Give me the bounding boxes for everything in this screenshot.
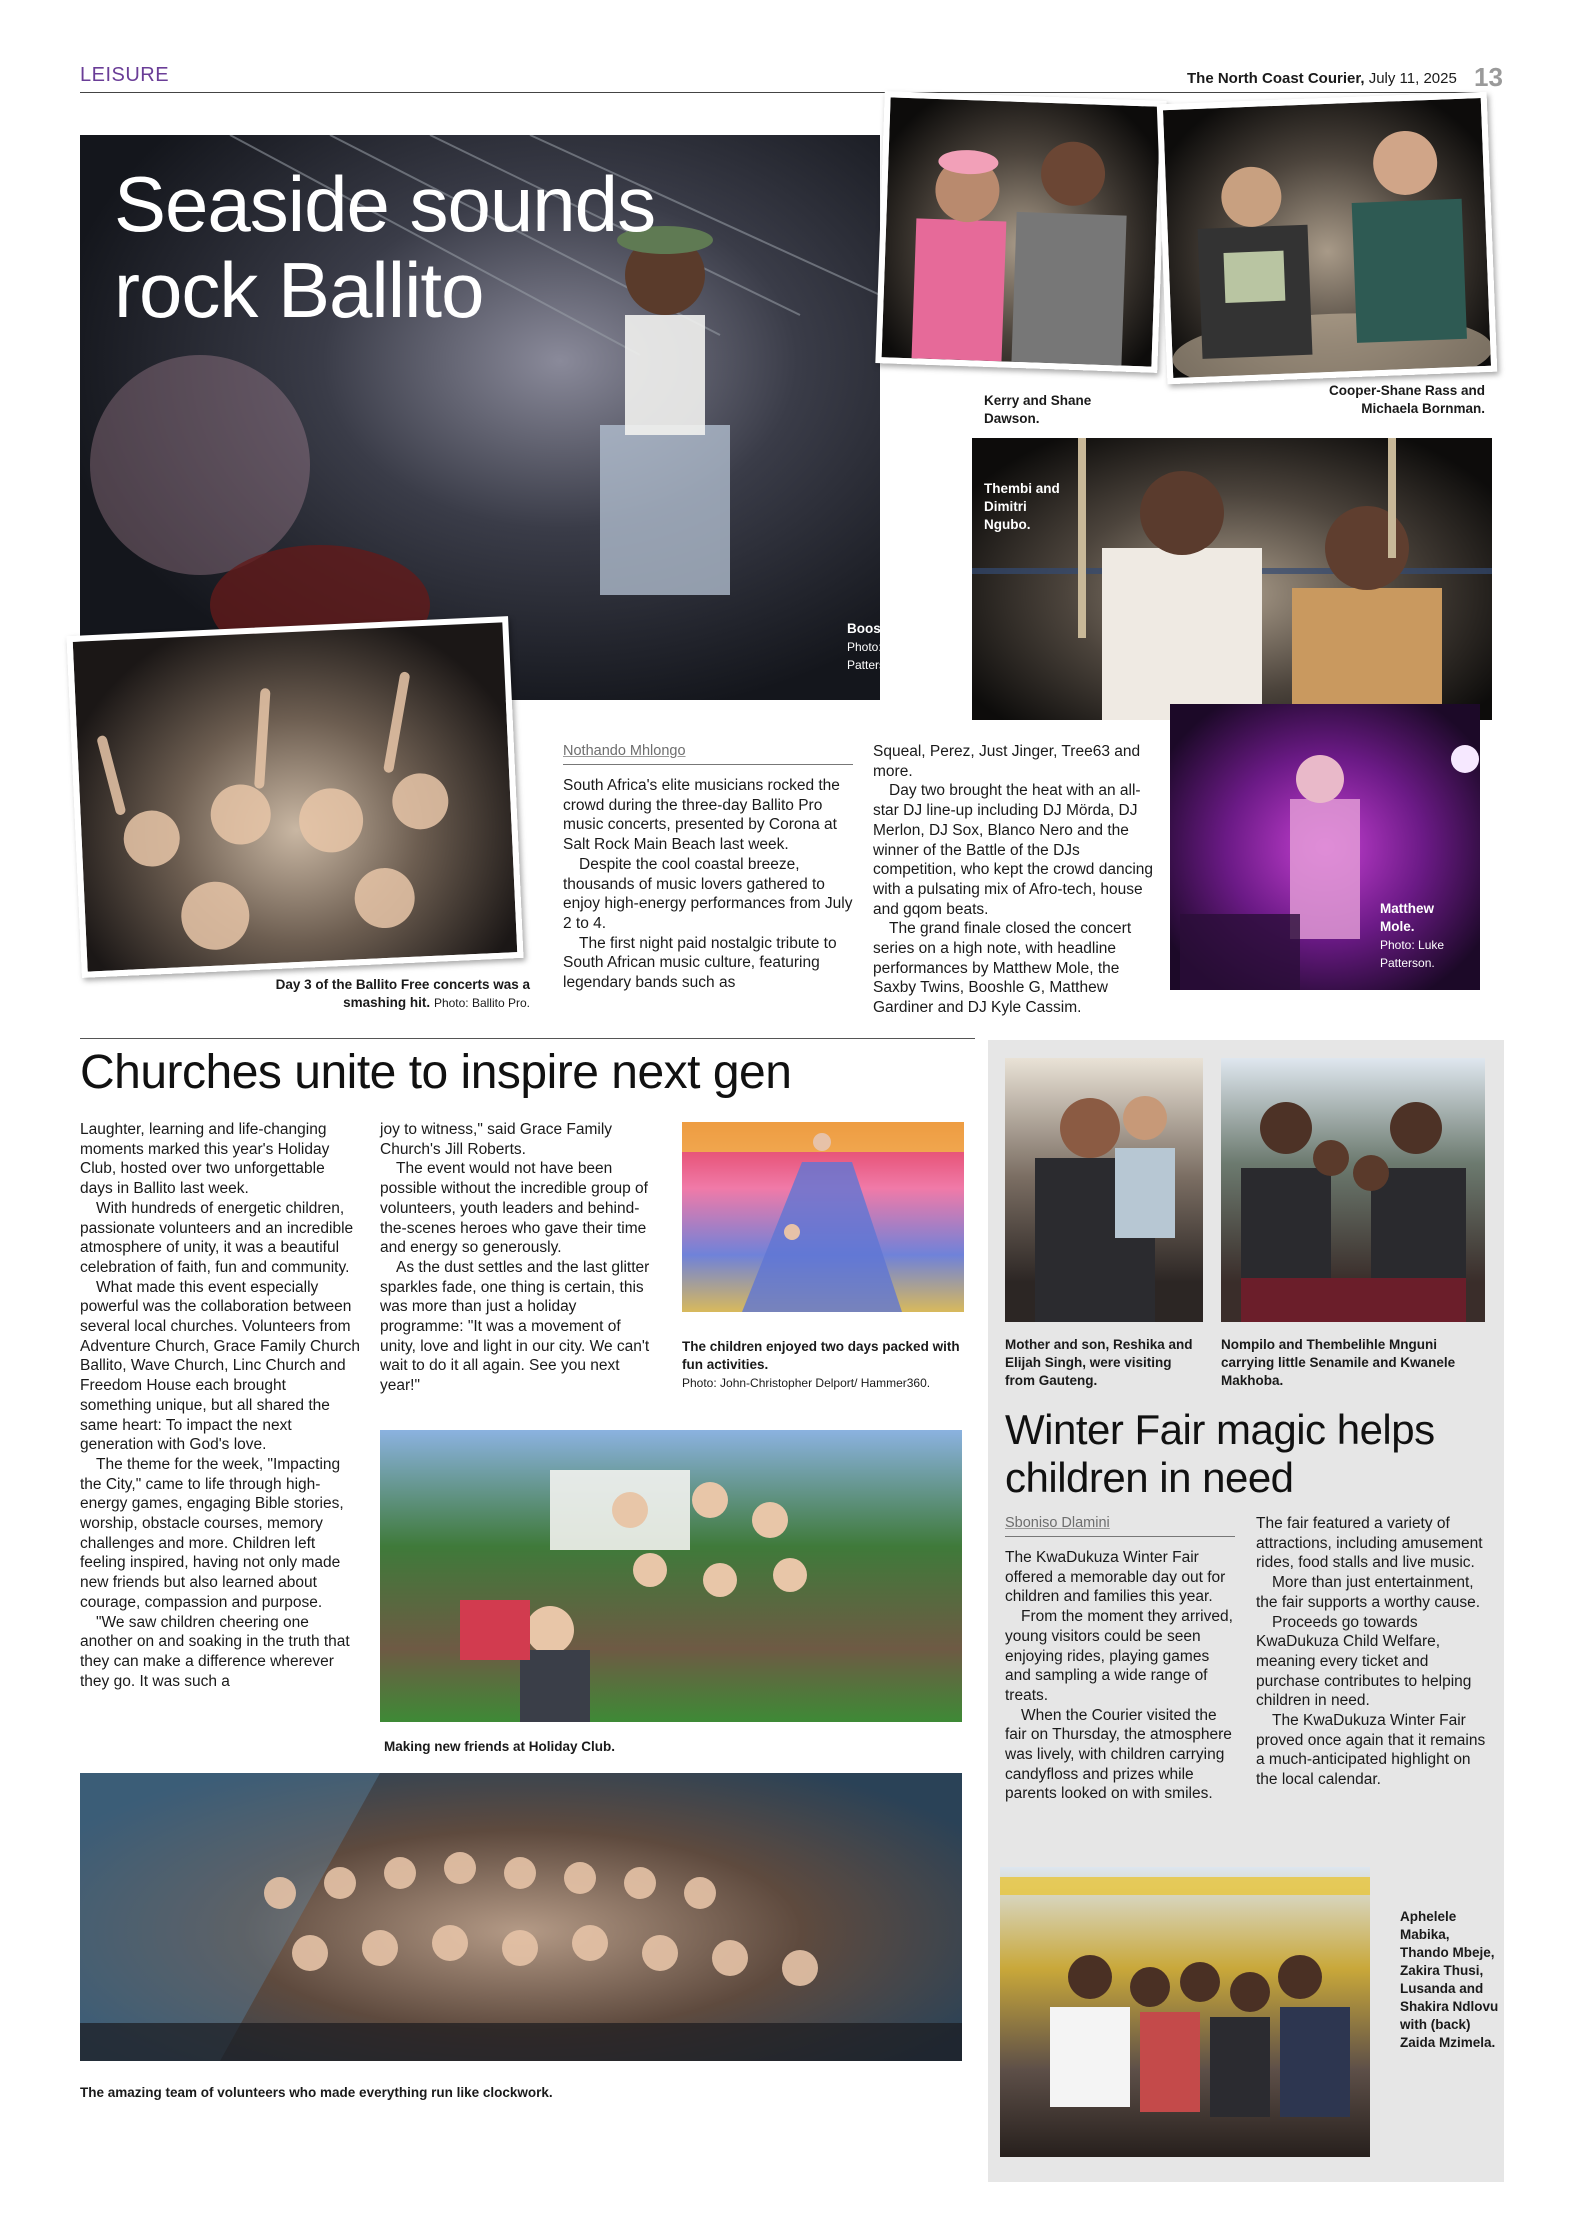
mnguni-caption: Nompilo and Thembelihle Mnguni carrying little Senamile and Kwanele Makhoba. (1221, 1337, 1456, 1388)
story1-headline (114, 161, 655, 333)
team-illustration (80, 1773, 962, 2061)
masthead (1187, 70, 1457, 87)
crowd-photo (66, 616, 523, 978)
singh-photo (1005, 1058, 1203, 1322)
story3-paragraph: More than just entertainment, the fair supports a worthy cause. (1256, 1574, 1481, 1611)
story1-paragraph: Despite the cool coastal breeze, thousands of music lovers gathered to enjoy high-energy performances from July 2 to 4. (563, 855, 853, 932)
rass-photo (1157, 92, 1498, 384)
team-caption: The amazing team of volunteers who made everything run like clockwork. (80, 2085, 553, 2100)
mnguni-illustration (1221, 1058, 1485, 1322)
booshle-caption-credit: Photo: Luke Patterson. (847, 640, 912, 672)
friends-caption: Making new friends at Holiday Club. (384, 1739, 616, 1754)
crowd-caption (240, 976, 530, 1012)
dawson-illustration (882, 97, 1161, 366)
bouncy-caption-credit: Photo: John-Christopher Delport/ Hammer360. (682, 1376, 931, 1390)
bouncy-caption-text: The children enjoyed two days packed with fun activities. (682, 1339, 960, 1372)
rass-illustration (1163, 98, 1491, 378)
bouncy-caption (682, 1338, 967, 1392)
story2-paragraph: Laughter, learning and life-changing moments marked this year's Holiday Club, hosted over two unforgettable days in Ballito last week. (80, 1121, 330, 1198)
rass-caption: Cooper-Shane Rass and Michaela Bornman. (1328, 383, 1485, 416)
crowd-caption-credit: Photo: Ballito Pro. (433, 996, 530, 1010)
bouncy-castle-photo (682, 1122, 964, 1312)
story3-paragraph: The KwaDukuza Winter Fair offered a memorable day out for children and families this year. (1005, 1549, 1226, 1606)
issue-date: July 11, 2025 (1368, 70, 1457, 87)
story1-col2 (873, 742, 1163, 1018)
story1-paragraph: South Africa's elite musicians rocked the crowd during the three-day Ballito Pro music concerts, presented by Corona at Salt Rock Main Beach last week. (563, 777, 840, 854)
story2-paragraph: The theme for the week, "Impacting the City," came to life through high-energy games, engaging Bible stories, worship, obstacle courses, memory challenges and more. Children left feeling inspired, having not only made new friends but also learned about courage, compassion and purpose. (80, 1455, 344, 1611)
section-label: LEISURE (80, 64, 170, 86)
story3-paragraph: The fair featured a variety of attractions, including amusement rides, food stalls and live music. (1256, 1515, 1483, 1572)
story1-paragraph: The first night paid nostalgic tribute to South African music culture, featuring legendary bands such as (563, 934, 837, 992)
story3-headline-line-2: children in need (1005, 1454, 1294, 1501)
story1-byline: Nothando Mhlongo (563, 743, 686, 759)
crowd-caption-text: Day 3 of the Ballito Free concerts was a smashing hit. (275, 977, 530, 1010)
mole-caption (1380, 900, 1470, 972)
crowd-illustration (73, 622, 518, 971)
mnguni-photo (1221, 1058, 1485, 1322)
booshle-g-photo (80, 135, 880, 700)
fair-group-caption: Aphelele Mabika, Thando Mbeje, Zakira Thusi, Lusanda and Shakira Ndlovu with (back) Zaida Mzimela. (1400, 1909, 1499, 2050)
story3-col2 (1256, 1514, 1488, 1790)
winter-fair-box (988, 1040, 1504, 2182)
ngubo-photo (972, 438, 1492, 720)
friends-illustration (380, 1430, 962, 1722)
matthew-mole-photo (1170, 704, 1480, 990)
headline-line-1: Seaside sounds (114, 160, 656, 248)
dawson-photo (875, 91, 1166, 373)
story2-paragraph: "We saw children cheering one another on and soaking in the truth that they can make a difference wherever they go. It was such a (80, 1613, 350, 1690)
story1-paragraph: Day two brought the heat with an all-star DJ line-up including DJ Mörda, DJ Merlon, DJ Sox, Blanco Nero and the winner of the Battle of the DJs competition, who kept the crowd dancing with a pulsating mix of Afro-tech, house and gqom beats. (873, 782, 1154, 918)
fair-group-illustration (1000, 1867, 1370, 2157)
header-rule (80, 92, 1480, 93)
story3-byline-block (1005, 1514, 1235, 1537)
story3-paragraph: The KwaDukuza Winter Fair proved once again that it remains a much-anticipated highlight on the local calendar. (1256, 1712, 1486, 1789)
story3-byline: Sboniso Dlamini (1005, 1515, 1110, 1531)
story2-paragraph: What made this event especially powerful was the collaboration between several local churches. Volunteers from Adventure Church, Grace Family Church Ballito, Wave Church, Linc Church and Freedom House each brought something unique, but all shared the same heart: To impact the next generation with God's love. (80, 1278, 360, 1454)
dawson-caption: Kerry and Shane Dawson. (984, 393, 1092, 426)
fair-group-photo (1000, 1867, 1370, 2157)
headline-line-2: rock Ballito (114, 246, 484, 334)
story2-paragraph: As the dust settles and the last glitter sparkles fade, one thing is certain, this was more than just a holiday programme: "It was a movement of unity, love and light in our city. We can't wait to do it all again. See you next year!" (380, 1258, 650, 1395)
story2-col1 (80, 1120, 360, 1691)
ngubo-caption: Thembi and Dimitri Ngubo. (984, 481, 1060, 532)
holiday-club-friends-photo (380, 1430, 962, 1722)
section-divider (80, 1038, 975, 1039)
page-number: 13 (1474, 62, 1503, 92)
story3-headline-line-1: Winter Fair magic helps (1005, 1406, 1435, 1453)
story2-headline: Churches unite to inspire next gen (80, 1046, 792, 1099)
story3-headline (1005, 1406, 1435, 1502)
singh-illustration (1005, 1058, 1203, 1322)
story3-paragraph: When the Courier visited the fair on Thursday, the atmosphere was lively, with children carrying candyfloss and prizes while parents looked on with smiles. (1005, 1706, 1232, 1803)
mole-caption-credit: Photo: Luke Patterson. (1380, 938, 1445, 970)
story1-byline-block (563, 742, 853, 765)
mole-caption-name: Matthew Mole. (1380, 901, 1434, 934)
story3-col1 (1005, 1548, 1237, 1804)
volunteer-team-photo (80, 1773, 962, 2061)
singh-caption: Mother and son, Reshika and Elijah Singh, were visiting from Gauteng. (1005, 1337, 1193, 1388)
story1-col1 (563, 776, 853, 993)
story1-paragraph: Squeal, Perez, Just Jinger, Tree63 and more. (873, 743, 1141, 780)
story2-paragraph: The event would not have been possible without the incredible group of volunteers, youth leaders and behind-the-scenes heroes who gave their time and energy so generously. (380, 1160, 648, 1257)
story3-paragraph: Proceeds go towards KwaDukuza Child Welfare, meaning every ticket and purchase contributes to helping children in need. (1256, 1613, 1472, 1710)
story1-paragraph: The grand finale closed the concert series on a high note, with headline performances by Matthew Mole, the Saxby Twins, Booshle G, Matthew Gardiner and DJ Kyle Cassim. (873, 920, 1132, 1017)
story2-col2 (380, 1120, 660, 1396)
story2-paragraph: joy to witness," said Grace Family Church's Jill Roberts. (380, 1121, 613, 1158)
booshle-caption (847, 620, 942, 674)
publication-name: The North Coast Courier, (1187, 70, 1365, 87)
bouncy-illustration (682, 1122, 964, 1312)
story3-paragraph: From the moment they arrived, young visitors could be seen enjoying rides, playing games and sampling a wide range of treats. (1005, 1608, 1233, 1704)
booshle-caption-name: Booshle G. (847, 621, 919, 636)
story2-paragraph: With hundreds of energetic children, passionate volunteers and an incredible atmosphere of unity, it was a beautiful celebration of faith, fun and community. (80, 1199, 354, 1276)
